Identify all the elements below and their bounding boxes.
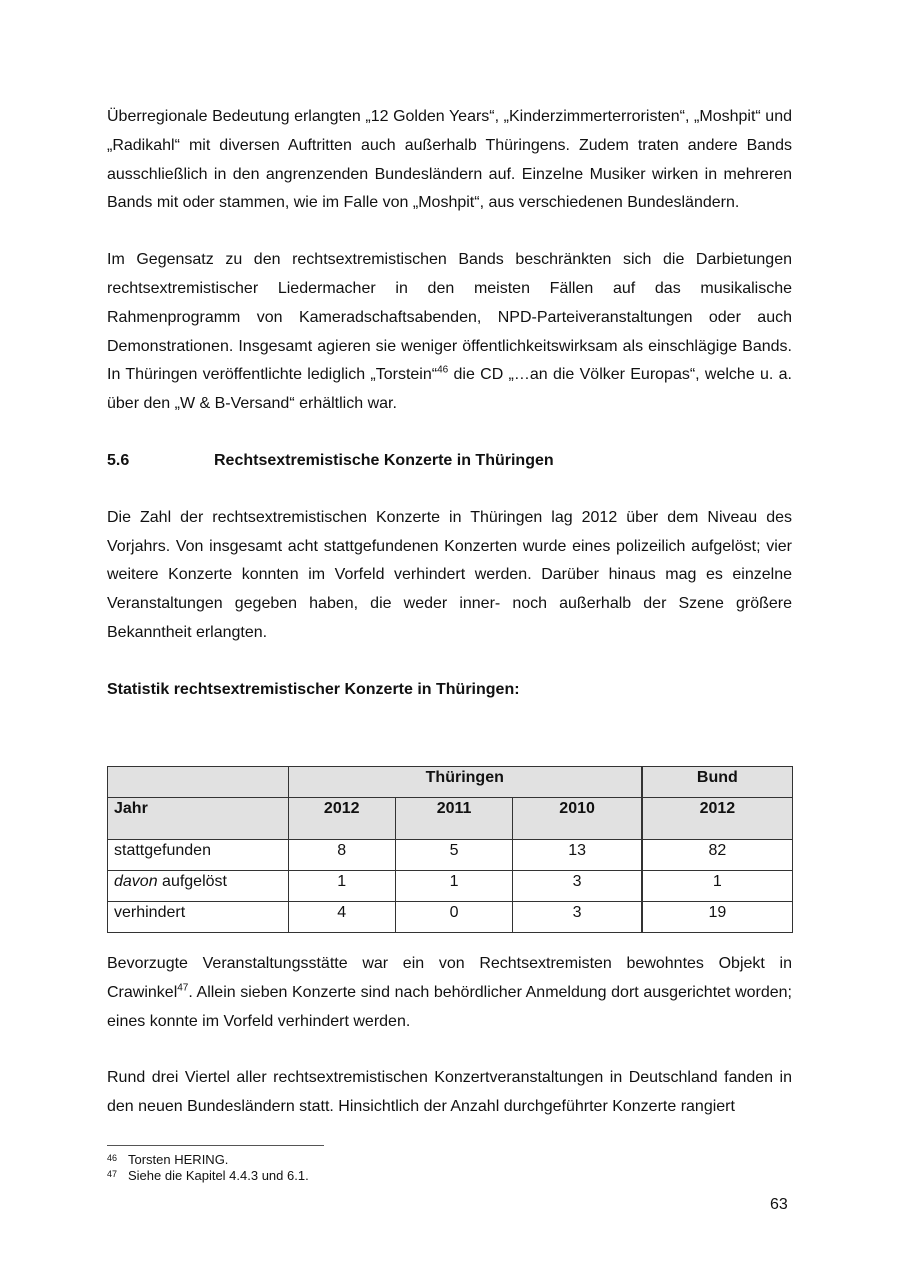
table-title: Statistik rechtsextremistischer Konzerte in Thüringen: — [107, 680, 520, 698]
table-row-label: stattgefunden — [108, 840, 289, 871]
paragraph-liedermacher-text-end: die CD „…an die Völker Europas“, welche u. a. über den „W & B-Versand“ erhältlich war. — [107, 366, 793, 413]
table-cell: 19 — [642, 902, 793, 933]
table-row — [108, 840, 793, 871]
table-header-year: 2010 — [513, 798, 642, 840]
paragraph-crawinkel — [107, 950, 792, 1036]
table-row — [108, 902, 793, 933]
table-header-bund: Bund — [642, 767, 793, 798]
body-text — [107, 103, 792, 705]
footnote-text: Siehe die Kapitel 4.4.3 und 6.1. — [128, 1168, 309, 1183]
footnote-ref-46: 46 — [437, 365, 449, 377]
table-cell: 1 — [395, 871, 513, 902]
table-header-year: 2011 — [395, 798, 513, 840]
table-header-row-groups — [108, 767, 793, 798]
footnote-text: Torsten HERING. — [128, 1152, 229, 1167]
body-text-after-table — [107, 950, 792, 1122]
table-row-label-emphasis: davon — [114, 873, 158, 890]
footnote-ref-47: 47 — [177, 982, 189, 994]
table-row-label-rest: aufgelöst — [157, 873, 227, 890]
table-cell: 13 — [513, 840, 642, 871]
table-header-year: 2012 — [642, 798, 793, 840]
paragraph-liedermacher-text: Im Gegensatz zu den rechtsextremistischen Bands beschränkten sich die Darbietungen rechtsextremistischer Liedermacher in den meisten Fällen auf das musikalische Rahmenprogramm von Kameradschaftsabenden, NPD-Parteiveranstaltungen oder auch Demonstrationen. Insgesamt agieren sie weniger öffentlichkeitswirksam als einschlägige Bands. In Thüringen veröffentlichte lediglich „Torstein“ — [107, 251, 792, 384]
table-header-jahr: Jahr — [108, 798, 289, 840]
footnote — [107, 1152, 309, 1168]
table-cell: 4 — [288, 902, 395, 933]
table-cell: 1 — [288, 871, 395, 902]
paragraph-deutschland: Rund drei Viertel aller rechtsextremistischen Konzertveranstaltungen in Deutschland fanden in den neuen Bundesländern statt. Hinsichtlich der Anzahl durchgeführter Konzerte rangiert — [107, 1069, 792, 1116]
section-number: 5.6 — [107, 451, 130, 469]
table-header-row-years — [108, 798, 793, 840]
table-header-year: 2012 — [288, 798, 395, 840]
table-cell: 8 — [288, 840, 395, 871]
paragraph-konzerte: Die Zahl der rechtsextremistischen Konzerte in Thüringen lag 2012 über dem Niveau des Vorjahrs. Von insgesamt acht stattgefundenen Konzerten wurde eines polizeilich aufgelöst; vier weitere Konzerte konnten im Vorfeld verhindert werden. Darüber hinaus mag es einzelne Veranstaltungen gegeben haben, die weder inner- noch außerhalb der Szene größere Bekanntheit erlangten. — [107, 508, 792, 641]
section-title: Rechtsextremistische Konzerte in Thüringen — [214, 451, 554, 469]
table-cell: 3 — [513, 902, 642, 933]
paragraph-bands: Überregionale Bedeutung erlangten „12 Golden Years“, „Kinderzimmerterroristen“, „Moshpit“ und „Radikahl“ mit diversen Auftritten auch außerhalb Thüringens. Zudem traten andere Bands ausschließlich in den angrenzenden Bundesländern auf. Einzelne Musiker wirken in mehreren Bands mit oder stammen, wie im Falle von „Moshpit“, aus verschiedenen Bundesländern. — [107, 108, 792, 212]
footnote-number: 46 — [107, 1153, 118, 1163]
concert-statistics-table — [107, 766, 793, 933]
paragraph-crawinkel-text: Bevorzugte Veranstaltungsstätte war ein von Rechtsextremisten bewohntes Objekt in Crawinkel — [107, 955, 792, 1001]
table-header-empty — [108, 767, 289, 798]
table-row-label — [108, 871, 289, 902]
footnote-separator — [107, 1145, 324, 1146]
table-cell: 3 — [513, 871, 642, 902]
footnotes — [107, 1152, 309, 1184]
table-row — [108, 871, 793, 902]
table-cell: 1 — [642, 871, 793, 902]
paragraph-liedermacher — [107, 246, 792, 419]
table-row-label: verhindert — [108, 902, 289, 933]
section-heading — [107, 447, 792, 476]
table-cell: 0 — [395, 902, 513, 933]
page-number: 63 — [770, 1196, 788, 1213]
table-cell: 5 — [395, 840, 513, 871]
table-header-thueringen: Thüringen — [288, 767, 641, 798]
footnote-number: 47 — [107, 1169, 118, 1179]
table-cell: 82 — [642, 840, 793, 871]
footnote — [107, 1168, 309, 1184]
paragraph-crawinkel-text-end: . Allein sieben Konzerte sind nach behördlicher Anmeldung dort ausgerichtet worden; eines konnte im Vorfeld verhindert werden. — [107, 983, 792, 1030]
